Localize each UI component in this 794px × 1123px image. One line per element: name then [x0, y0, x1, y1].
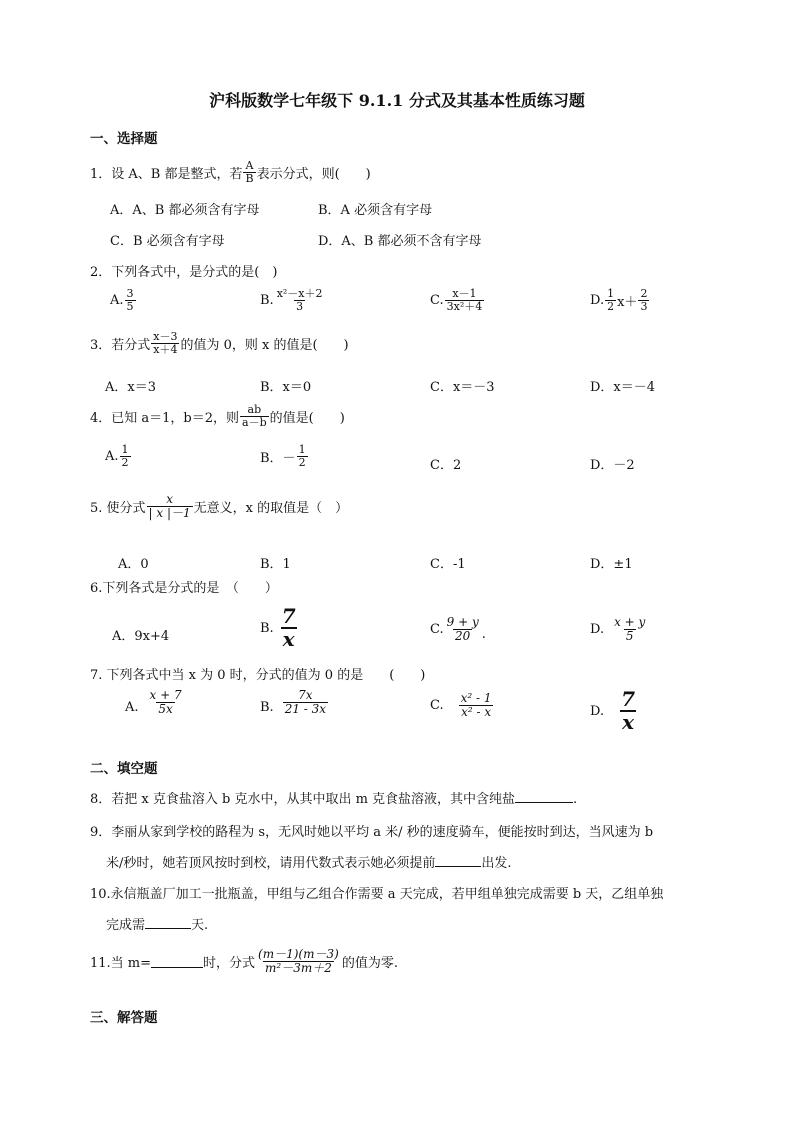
q11-answer-blank[interactable]: [151, 955, 203, 968]
q4-option-a: A. $\frac{1}{2}$: [105, 443, 129, 469]
q4-option-d: D．－2: [590, 458, 635, 473]
q5-option-b: B．1: [260, 557, 291, 572]
q6-c-fraction: $\frac{9 + y}{20}$: [446, 615, 479, 643]
q7-option-d: D. $\frac{7}{x}$: [590, 687, 636, 734]
question-6-stem: 6.下列各式是分式的是 （ ）: [90, 581, 278, 596]
q3-option-b: B．x＝0: [260, 380, 312, 395]
q6-option-c: C. $\frac{9 + y}{20}$ .: [430, 615, 486, 643]
q1-pre: 1．设 A、B 都是整式，若: [90, 166, 243, 182]
q4-a-fraction: $\frac{1}{2}$: [121, 443, 129, 469]
q4-b-fraction: $\frac{1}{2}$: [298, 443, 306, 469]
q10-answer-blank[interactable]: [145, 916, 191, 929]
q6-d-fraction: $\frac{x + y}{5}$: [614, 615, 646, 643]
q1-option-a: A．A、B 都必须含有字母: [110, 203, 260, 218]
q2-a-fraction: $\frac{3}{5}$: [126, 287, 134, 313]
question-8: 8．若把 x 克食盐溶入 b 克水中，从其中取出 m 克食盐溶液，其中含纯盐 .: [90, 792, 578, 807]
q6-option-b: B. $\frac{7}{x}$: [260, 604, 296, 651]
q1-option-d: D．A、B 都必须不含有字母: [318, 234, 482, 249]
q8-answer-blank[interactable]: [515, 790, 573, 803]
question-9-line-1: 9．李丽从家到学校的路程为 s，无风时她以平均 a 米/ 秒的速度骑车，便能按时到达，当风速为 b: [90, 825, 654, 840]
page-title: 沪科版数学七年级下 9.1.1 分式及其基本性质练习题: [209, 91, 585, 110]
q2-d-fraction-1: $\frac{1}{2}$: [607, 287, 615, 313]
q3-fraction: $\frac{x-3}{x+4}$: [153, 330, 178, 356]
q2-option-c: C. $\frac{x-1}{\text{3x²＋4}}$: [430, 287, 483, 313]
q2-c-fraction: $\frac{x-1}{\text{3x²＋4}}$: [446, 287, 483, 313]
q1-post: 表示分式，则( ): [256, 166, 371, 182]
question-1-stem: [90, 160, 371, 184]
q3-option-c: C．x＝－3: [430, 380, 495, 395]
q7-a-fraction: $\frac{x + 7}{5x}$: [149, 688, 182, 716]
q4-fraction: $\frac{ab}{a-b}$: [242, 403, 267, 429]
question-5-stem: 5. 使分式 $\frac{x}{| x |-1}$ 无意义，x 的取值是（ ）: [90, 492, 349, 520]
q2-option-b: B. $\frac{\text{x²－x＋2}}{3}$: [260, 287, 323, 313]
q7-option-c: C. $\frac{\text{x² - 1}}{\text{x² - x}}$: [430, 691, 492, 719]
q2-b-fraction: $\frac{\text{x²－x＋2}}{3}$: [276, 287, 323, 313]
q6-b-fraction: $\frac{7}{x}$: [281, 604, 296, 651]
section-heading-choice: 一、选择题: [90, 131, 158, 147]
q3-option-a: A．x＝3: [105, 380, 156, 395]
q5-option-a: A．0: [118, 557, 149, 572]
q5-option-d: D．±1: [590, 557, 633, 572]
question-4-stem: 4．已知 a＝1，b＝2，则 $\frac{ab}{a-b}$ 的值是( ): [90, 403, 345, 429]
q7-b-fraction: $\frac{7x}{21 - 3x}$: [284, 688, 327, 716]
question-2-stem: 2．下列各式中，是分式的是( ): [90, 265, 278, 280]
question-7-stem: 7. 下列各式中当 x 为 0 时，分式的值为 0 的是 ( ): [90, 668, 426, 683]
question-10-line-1: 10.永信瓶盖厂加工一批瓶盖，甲组与乙组合作需要 a 天完成，若甲组单独完成需要 b 天，乙组单独: [90, 887, 664, 902]
q6-option-d: D. $\frac{x + y}{5}$: [590, 615, 646, 643]
q2-d-fraction-2: $\frac{2}{3}$: [640, 287, 648, 313]
question-10-line-2: 完成需 天.: [106, 918, 209, 933]
q3-option-d: D．x＝－4: [590, 380, 656, 395]
question-3-stem: 3．若分式 $\frac{x-3}{x+4}$ 的值为 0，则 x 的值是( ): [90, 330, 349, 356]
section-heading-fill: 二、填空题: [90, 761, 158, 777]
question-9-line-2: 米/秒时，她若顶风按时到校，请用代数式表示她必须提前 出发.: [106, 856, 512, 871]
section-heading-solve: 三、解答题: [90, 1010, 158, 1026]
q5-option-c: C．-1: [430, 557, 466, 572]
q4-option-b: B．－ $\frac{1}{2}$: [260, 443, 306, 469]
q1-option-b: B．A 必须含有字母: [318, 203, 433, 218]
q5-fraction: $\frac{x}{| x |-1}$: [148, 492, 191, 520]
q2-option-d: D. $\frac{1}{2}$ x＋ $\frac{2}{3}$: [590, 287, 648, 313]
q7-d-fraction: $\frac{7}{x}$: [621, 687, 636, 734]
q9-answer-blank[interactable]: [435, 854, 481, 867]
q7-c-fraction: $\frac{\text{x² - 1}}{\text{x² - x}}$: [460, 691, 492, 719]
q11-fraction: $\frac{(m-1)(m-3)}{\text{m²－3m＋2}}$: [258, 947, 339, 975]
q4-option-c: C．2: [430, 458, 462, 473]
q1-option-c: C．B 必须含有字母: [110, 234, 225, 249]
q2-option-a: A. $\frac{3}{5}$: [110, 287, 134, 313]
question-11: 11.当 m= 时，分式 $\frac{(m-1)(m-3)}{\text{m²－3m＋2}}$ 的值为零.: [90, 947, 398, 975]
q7-option-b: B. $\frac{7x}{21 - 3x}$: [260, 688, 327, 716]
q1-fraction: $\frac{A}{B}$: [245, 159, 254, 185]
q7-option-a: A. $\frac{x + 7}{5x}$: [125, 688, 182, 716]
q6-option-a: A．9x+4: [112, 629, 170, 644]
